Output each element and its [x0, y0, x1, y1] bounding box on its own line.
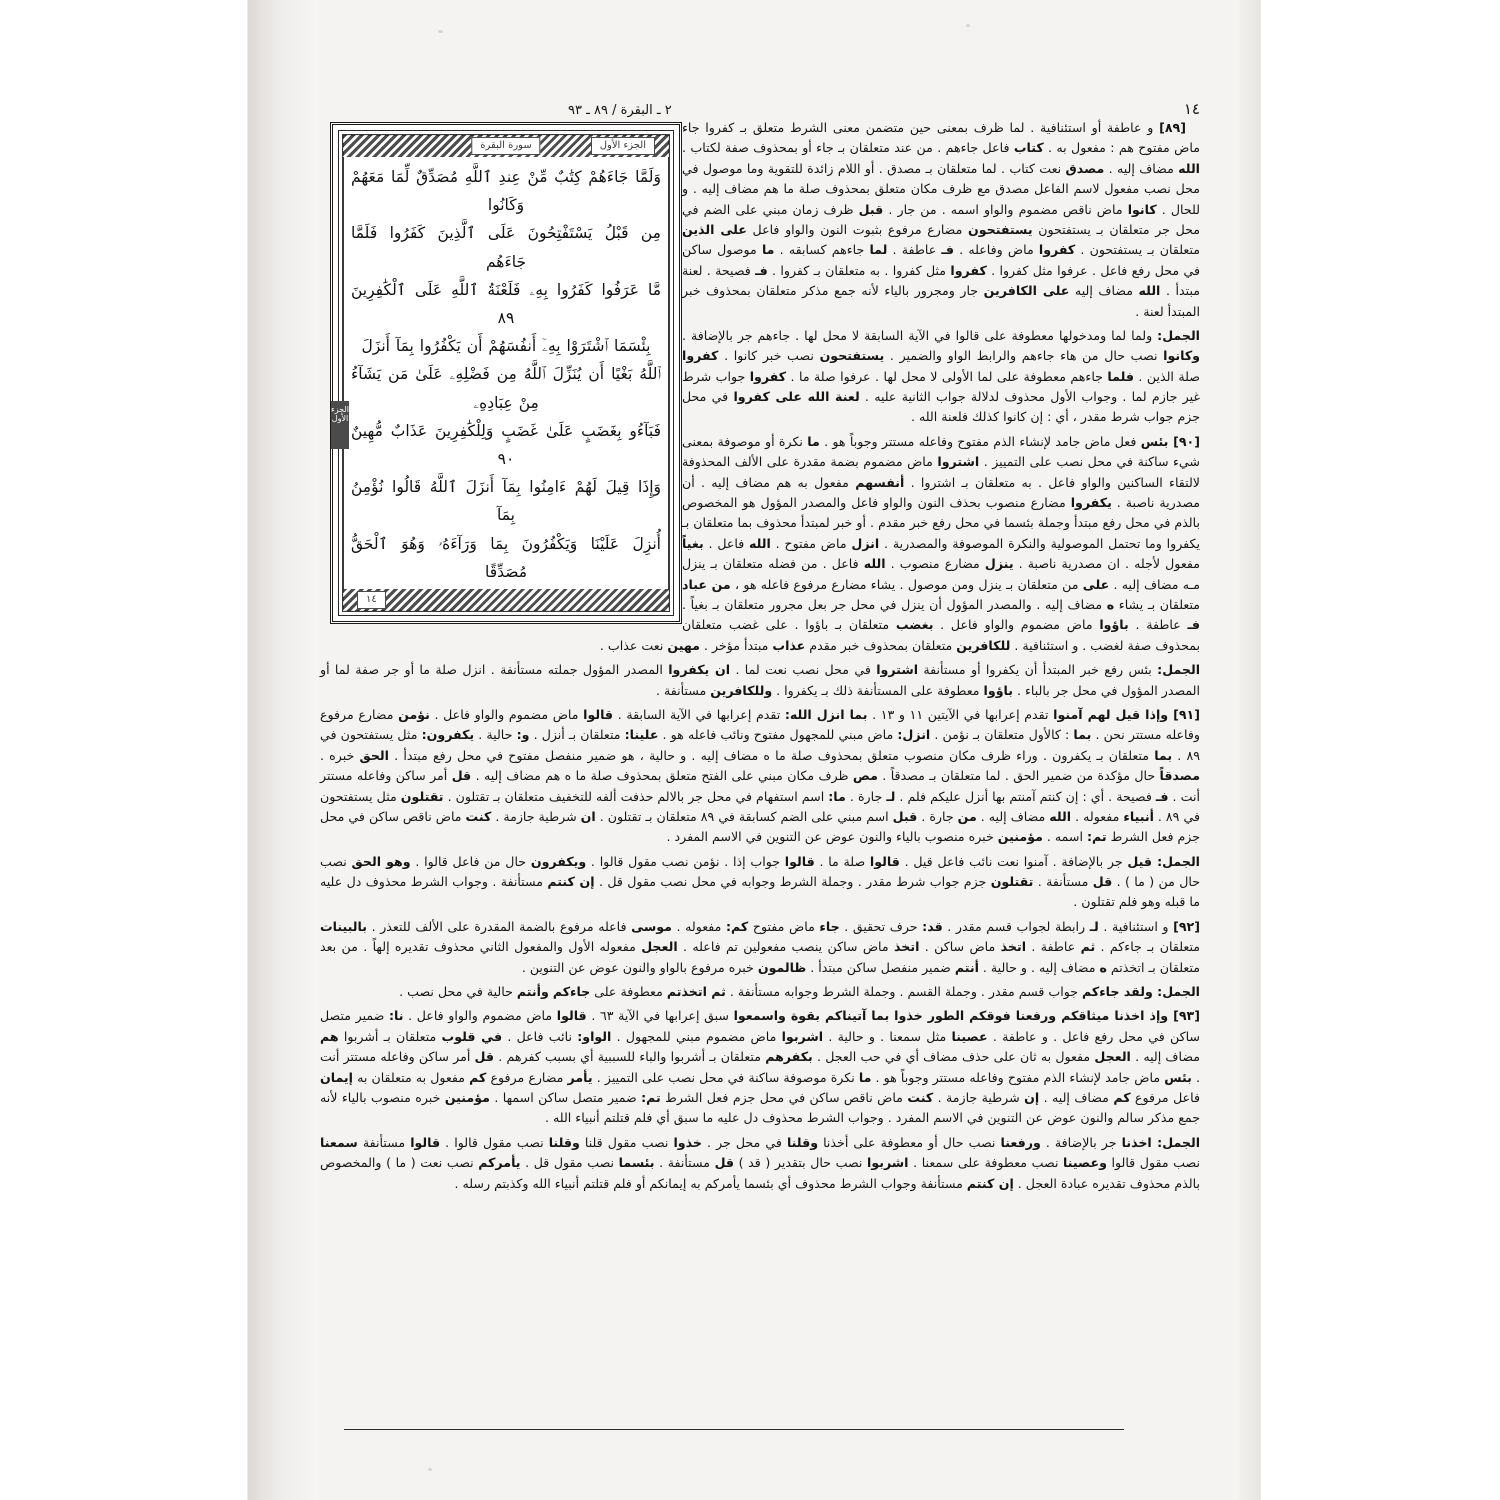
scan-speck — [966, 24, 970, 27]
page-content — [320, 100, 1200, 1430]
quran-line: مَّا عَرَفُوا كَفَرُوا بِهِۦ فَلَعْنَةُ ٱللَّهِ عَلَى ٱلْكَٰفِرِينَ ٨٩ — [351, 280, 661, 328]
frame-top-ornament-band — [343, 135, 669, 157]
page-edge-shading — [1234, 0, 1260, 1500]
frame-side-tab: الجزء الأول — [331, 401, 349, 449]
footer-rule — [344, 1429, 1124, 1430]
commentary-paragraph: [٩٠] بئس فعل ماض جامد لإنشاء الذم مفتوح وفاعله مستتر وجوباً هو . ما نكرة أو موصوفة بمعنى شيء ساكنة في محل نصب على التمييز . اشتروا ماض مضموم بضمة مقدرة على الألف المحذوفة لالتقاء الساكنين والواو فاعل . به متعلقان بـ اشتروا . أنفسهم مفعول به هم مضاف إليه . أن مصدرية ناصبة . يكفروا مضارع منصوب بحذف النون والواو فاعل والمصدر المؤول هو المخصوص بالذم في محل رفع مبتدأ وجملة بئسما في محل رفع خبر مقدم . أو خبر لمبتدأ محذوف بما متعلقان بـ يكفروا وما تحتمل الموصولية والنكرة الموصوفة والمصدرية . انزل ماض مفتوح . الله فاعل . بغياً مفعول لأجله . ان مصدرية ناصبة . ينزل مضارع منصوب . الله فاعل . من فضله متعلقان بـ ينزل مـه مضاف إليه . على من متعلقان بـ ينزل ومن موصول . يشاء مضارع مرفوع فاعله هو ، من عباد متعلقان بـ يشاء ه مضاف إليه . والمصدر المؤول أن ينزل في محل جر بعل مجرور متعلقان بـ بغياً . فـ عاطفة . باؤوا ماض مضموم والواو فاعل . بغضب متعلقان بـ باؤوا . على غضب متعلقان بمحذوف صفة لغضب . و استئنافية . للكافرين متعلقان بمحذوف خبر مقدم عذاب مبتدأ مؤخر . مهين نعت عذاب . — [599, 433, 1201, 653]
commentary-paragraph: [٩٣] وإذ اخذنا ميثاقكم ورفعنا فوقكم الطور خذوا بما آتيناكم بقوة واسمعوا سبق إعرابها في الآية ٦٣ . قالوا ماض مضموم والواو فاعل . نا: ضمير متصل ساكن في محل رفع فاعل . و عاطفة . عصينا مثل سمعنا . و حالية . اشربوا ماض مضموم مبني للمجهول . الواو: نائب فاعل . في قلوب متعلقان بـ أشربوا هم مضاف إليه . العجل مفعول به ثان على حذف مضاف أي في حب العجل . بكفرهم متعلقان بـ أشربوا والباء للسببية أي بسبب كفرهم . قل أمر ساكن وفاعله مستتر أنت . بئس ماض جامد لإنشاء الذم مفتوح وفاعله مستتر وجوباً هو . ما نكرة موصوفة ساكنة في محل نصب على التمييز . يأمر مضارع مرفوع كم مفعول به متعلقان به إيمان فاعل مرفوع كم مضاف إليه . إن شرطية جازمة . كنت ماض ناقص ساكن في محل جزم فعل الشرط تم: ضمير متصل ساكن اسمها . مؤمنين خبره منصوب بالياء لأنه جمع مذكر سالم والنون عوض عن التنوين في الاسم المفرد . وجواب الشرط محذوف دل عليه ما سبق أي فلم قتلتم أنبياء الله . — [320, 1008, 1200, 1126]
quran-line: وَلَمَّا جَاءَهُمْ كِتَٰبٌ مِّنْ عِندِ ٱللَّهِ مُصَدِّقٌ لِّمَا مَعَهُمْ وَكَانُوا — [351, 168, 661, 215]
quran-line: وَإِذَا قِيلَ لَهُمْ ءَامِنُوا بِمَآ أَنزَلَ ٱللَّهُ قَالُوا نُؤْمِنُ بِمَآ — [351, 478, 661, 525]
frame-bottom-ornament-band — [343, 589, 669, 611]
commentary-paragraph: الجمل: اخذنا جر بالإضافة . ورفعنا نصب حال أو معطوفة على أخذنا وقلنا في محل جر . خذوا نصب مقول قلنا وقلنا نصب مقول قالوا . قالوا مستأنفة سمعنا نصب مقول قالوا وعصينا نصب معطوفة على سمعنا . اشربوا نصب حال بتقدير ( قد ) قل مستأنفة . بئسما نصب مقول قل . يأمركم نصب نعت ( ما ) والمخصوص بالذم محذوف تقديره عبادة العجل . إن كنتم مستأنفة وجواب الشرط محذوف أي بئسما يأمركم به إيمانكم أو فلم قتلتم أنبياء الله وكذبتم رسله . — [320, 1134, 1201, 1191]
scanned-page — [248, 0, 1260, 1500]
commentary-paragraph: [٩١] وإذا قيل لهم آمنوا تقدم إعرابها في الآيتين ١١ و ١٣ . بما انزل الله: تقدم إعرابها في الآية السابقة . قالوا ماض مضموم والواو فاعل . نؤمن مضارع مرفوع وفاعله مستتر نحن . بما : كالأول متعلقان بـ نؤمن . انزل: ماض مبني للمجهول مفتوح ونائب فاعله هو . علينا: متعلقان بـ أنزل . و: حالية . يكفرون: مثل يستفتحون في ٨٩ . بما متعلقان بـ يكفرون . وراء ظرف مكان منصوب متعلق بمحذوف صلة ما ه مضاف إليه . و حالية ، هو ضمير منفصل مفتوح في محل رفع مبتدأ . الحق خبره . مصدقاً حال مؤكدة من ضمير الحق . لما متعلقان بـ مصدقاً . مص ظرف مكان مبني على الفتح متعلق بمحذوف صلة ما ه هم مضاف إليه . قل أمر ساكن وفاعله مستتر أنت . فـ فصيحة . أي : إن كنتم آمنتم بها أنزل عليكم فلم . لـ جارة . ما: اسم استفهام في محل جر بالالم حذفت ألفه للتخفيف متعلقان بـ تقتلون . تقتلون مثل يستفتحون في ٨٩ . أنبياء مفعوله . الله مضاف إليه . من جارة . قبل اسم مبني على الضم كسابقة في ٨٩ متعلقان بـ تقتلون . ان شرطية جازمة . كنت ماض ناقص ساكن في محل جزم فعل الشرط تم: اسمه . مؤمنين خبره منصوب بالياء والنون عوض عن التنوين في الاسم المفرد . — [320, 706, 1201, 845]
frame-juz-label: الجزء الأول — [591, 137, 655, 155]
commentary-paragraph: الجمل: ولما لما ومدخولها معطوفة على قالوا في الآية السابقة لا محل لها . جاءهم جر بالإضافة . وكانوا نصب حال من هاء جاءهم والرابط الواو والضمير . يستفتحون نصب خبر كانوا . كفروا صلة الذين . فلما جاءهم معطوفة على لما الأولى لا محل لها . عرفوا صلة ما . كفروا جواب شرط غير جازم لما . وجواب الأول محذوف لدلالة جواب الثانية عليه . لعنة الله على كفروا في محل جزم جواب شرط مقدر ، أي : إن كانوا كذلك فلعنة الله . — [682, 327, 1200, 425]
commentary-paragraph: [٩٢] و استئنافية . لـ رابطة لجواب قسم مقدر . قد: حرف تحقيق . جاء ماض مفتوح كم: مفعوله . موسى فاعله مرفوع بالضمة المقدرة على الألف للتعذر . بالبينات متعلقان بـ جاءكم . ثم عاطفة . اتخذ ماض ساكن . اتخذ ماض ساكن ينصب مفعولين تم فاعله . العجل مفعوله الأول والمفعول الثاني محذوف تقديره إلهاً . من بعد متعلقان بـ اتخذتم ه مضاف إليه . و حالية . أنتم ضمير منفصل ساكن مبتدأ . ظالمون خبره مرفوع بالواو والنون عوض عن التنوين . — [320, 918, 1201, 975]
commentary-paragraph: الجمل: بئس رفع خبر المبتدأ أن يكفروا أو مستأنفة اشتروا في محل نصب نعت لما . ان يكفروا المصدر المؤول جملته مستأنفة . انزل صلة ما أو جر صفة لما أو المصدر المؤول في محل جر بالباء . باؤوا معطوفة على المستأنفة ذلك بـ يكفروا . وللكافرين مستأنفة . — [320, 662, 1201, 698]
page-header — [568, 100, 1200, 118]
quran-line: ٱللَّهُ بَغْيًا أَن يُنَزِّلَ ٱللَّهُ مِن فَضْلِهِۦ عَلَىٰ مَن يَشَآءُ مِنْ عِبَادِهِۦ — [351, 365, 661, 412]
quran-line: مِن قَبْلُ يَسْتَفْتِحُونَ عَلَى ٱلَّذِينَ كَفَرُوا فَلَمَّا جَاءَهُم — [351, 224, 661, 271]
scan-speck — [438, 30, 443, 33]
frame-surah-label: سورة البقرة — [471, 137, 540, 155]
commentary-paragraph: [٨٩] و عاطفة أو استئنافية . لما ظرف بمعنى حين متضمن معنى الشرط متعلق بـ كفروا جاء ماض مفتوح هم : مفعول به . كتاب فاعل جاءهم . من عند متعلقان بـ جاء أو بمحذوف صفة لكتاب . الله مضاف إليه . مصدق نعت كتاب . لما متعلقان بـ مصدق . أو اللام زائدة للتقوية وما موصول في محل نصب مفعول لاسم الفاعل مصدق مع ظرف مكان متعلق بمحذوف صلة ما هم مضاف إليه . و للحال . كانوا ماض ناقص مضموم والواو اسمه . من جار . قبل ظرف زمان مبني على الضم في محل جر متعلقان بـ يستفتحون يستفتحون مضارع مرفوع بثبوت النون والواو فاعل على الذين متعلقان بـ يستفتحون . كفروا ماض وفاعله . فـ عاطفة . لما جاءهم كسابقه . ما موصول ساكن في محل رفع فاعل . عرفوا مثل كفروا . كفروا مثل كفروا . به متعلقان بـ كفروا . فـ فصيحة . لعنة مبتدأ . الله مضاف إليه على الكافرين جار ومجرور بالياء لأنه جمع مذكر متعلقان بمحذوف خبر المبتدأ لعنة . — [682, 120, 1201, 319]
quran-line: بِئْسَمَا ٱشْتَرَوْا بِهِۦٓ أَنفُسَهُمْ أَن يَكْفُرُوا بِمَآ أَنزَلَ — [361, 337, 651, 356]
quran-verses-text — [351, 163, 661, 583]
page-number: ١٤ — [1183, 100, 1200, 118]
scan-speck — [428, 1468, 432, 1471]
quran-line: فَبَآءُو بِغَضَبٍ عَلَىٰ غَضَبٍ وَلِلْكَٰفِرِينَ عَذَابٌ مُّهِينٌ ٩٠ — [351, 421, 661, 469]
page-gutter-shading — [248, 0, 318, 1500]
quran-verse-frame — [330, 122, 682, 624]
quran-line: أُنزِلَ عَلَيْنَا وَيَكْفُرُونَ بِمَا وَرَآءَهُۥ وَهُوَ ٱلْحَقُّ مُصَدِّقًا — [351, 534, 661, 581]
running-head: ٢ ـ البقرة / ٨٩ ـ ٩٣ — [568, 103, 672, 118]
commentary-paragraph: الجمل: ولقد جاءكم جواب قسم مقدر . وجملة القسم . وجملة الشرط وجوابه مستأنفة . ثم اتخذتم معطوفة على جاءكم وأنتم حالية في محل نصب . — [399, 984, 1200, 1000]
commentary-paragraph: الجمل: قيل جر بالإضافة . آمنوا نعت نائب فاعل قيل . قالوا صلة ما . قالوا جواب إذا . نؤمن نصب مقول قالوا . ويكفرون حال من فاعل قالوا . وهو الحق نصب حال من ( ما ) . قل مستأنفة . تقتلون جزم جواب شرط مقدر . وجملة الشرط وجوابه في محل نصب مقول قل . إن كنتم مستأنفة . وجواب الشرط محذوف دل عليه ما قبله وهو فلم تقتلون . — [320, 853, 1200, 910]
frame-page-number: ١٤ — [357, 591, 386, 609]
